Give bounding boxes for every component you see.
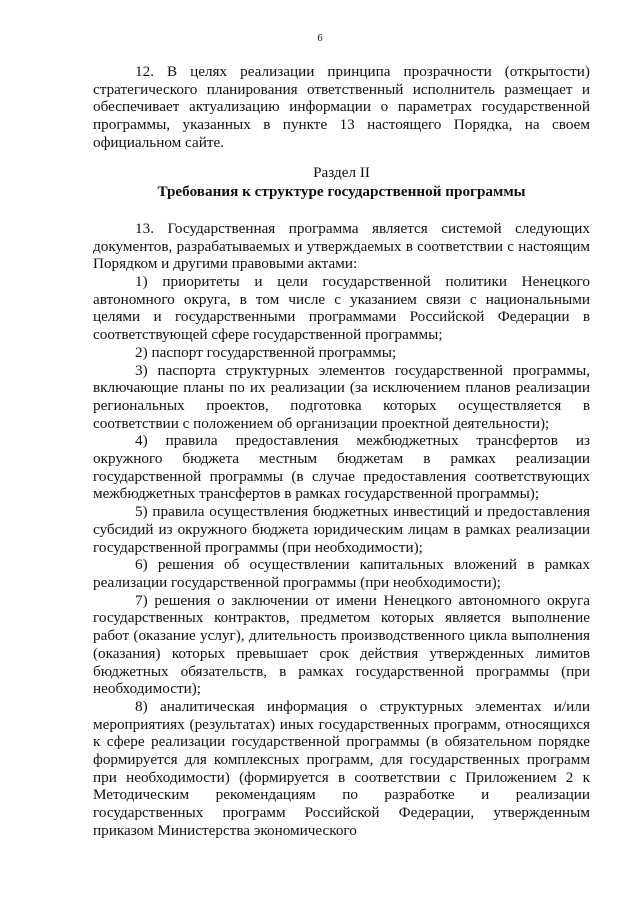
section-number: Раздел II (313, 163, 370, 181)
list-item: 5) правила осуществления бюджетных инвестиций и предоставления субсидий из окружного бюджета юридическим лицам в рамках реализации государственной программы (при необходимости); (93, 503, 590, 556)
paragraph-13: 13. Государственная программа является системой следующих документов, разрабатываемых и утверждаемых в соответствии с настоящим Порядком и другими правовыми актами: (93, 219, 590, 273)
paragraph-12: 12. В целях реализации принципа прозрачности (открытости) стратегического планирования ответственный исполнитель размещает и обеспечивает актуализацию информации о параметрах государственной программы, указанных в пункте 13 настоящего Порядка, на своем официальном сайте. (93, 63, 590, 151)
section-heading (93, 164, 590, 201)
list-item: 8) аналитическая информация о структурных элементах и/или мероприятиях (результатах) иных государственных программ, относящихся к сфере реализации государственной программы (в обязательном порядке формируется для комплексных программ, для государственных программ при необходимости) (формируется в соответствии с Приложением 2 к Методическим рекомендациям по разработке и реализации государственных программ Российской Федерации, утвержденным приказом Министерства экономического (93, 697, 590, 839)
document-body (93, 63, 590, 840)
list-item: 3) паспорта структурных элементов государственной программы, включающие планы по их реализации (за исключением планов реализации региональных проектов, подготовка которых осуществляется в соответствии с положением об организации проектной деятельности); (93, 361, 590, 432)
page-number: 6 (317, 33, 323, 44)
list-item: 6) решения об осуществлении капитальных вложений в рамках реализации государственной программы (при необходимости); (93, 556, 590, 591)
list-item: 1) приоритеты и цели государственной политики Ненецкого автономного округа, в том числе с указанием связи с национальными целями и государственными программами Российской Федерации в соответствующей сфере государственной программы; (93, 273, 590, 344)
list-item: 4) правила предоставления межбюджетных трансфертов из окружного бюджета местным бюджетам в рамках реализации государственной программы (в случае предоставления соответствующих межбюджетных трансфертов в рамках государственной программы); (93, 432, 590, 503)
list-item: 2) паспорт государственной программы; (135, 343, 397, 361)
list-item: 7) решения о заключении от имени Ненецкого автономного округа государственных контрактов, предметом которых является выполнение работ (оказание услуг), длительность производственного цикла выполнения (оказания) которых превышает срок действия утвержденных лимитов бюджетных обязательств, в рамках государственной программы (при необходимости); (93, 591, 590, 698)
section-title: Требования к структуре государственной программы (157, 183, 526, 201)
